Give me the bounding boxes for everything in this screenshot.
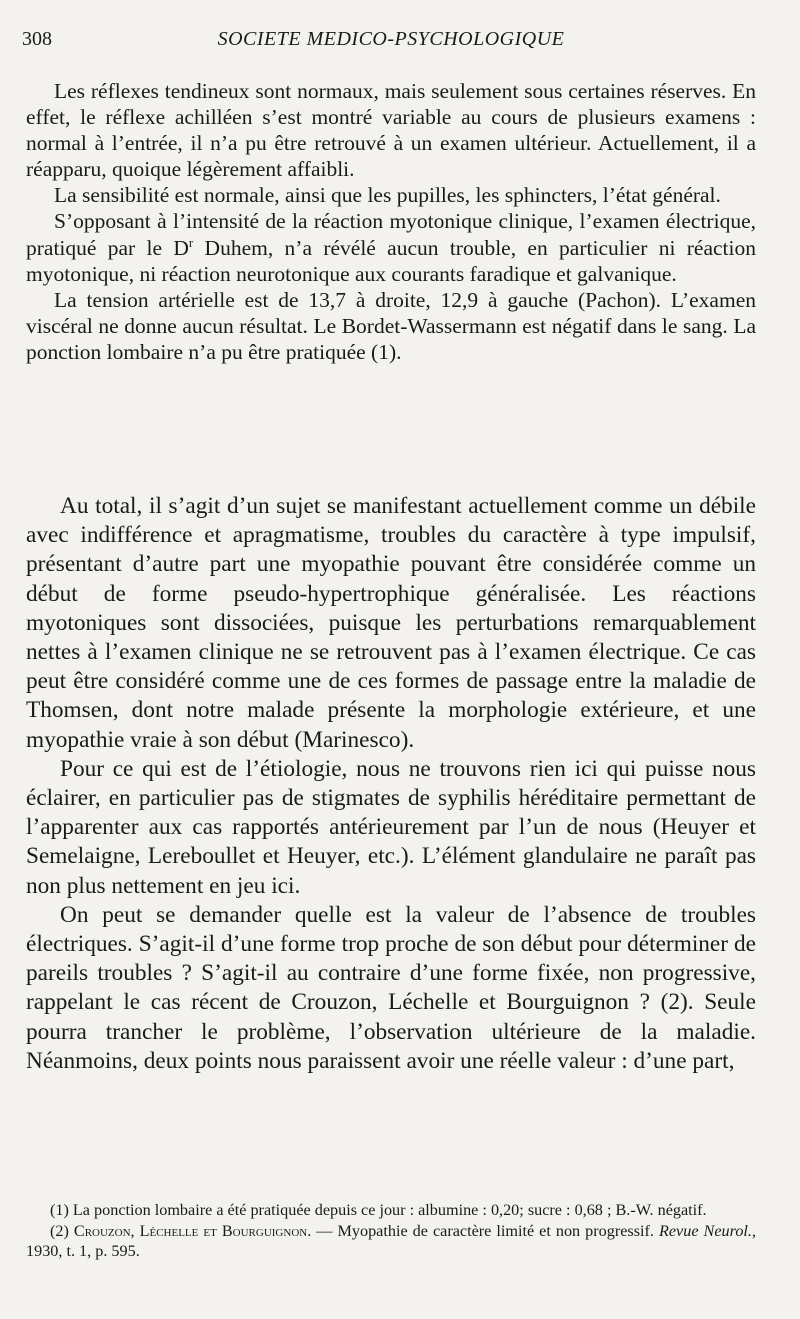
footnote-1: (1) La ponction lombaire a été pratiquée depuis ce jour : albumine : 0,20; sucre : 0,68 ; B.-W. négatif. [50, 1201, 707, 1219]
electrical-exam-text-start: S’opposant à l’intensité de la réaction myotonique clinique, l’examen électrique, pratiqué par le D [26, 209, 756, 260]
running-head: SOCIETE MEDICO-PSYCHOLOGIQUE [217, 28, 565, 50]
discussion-section [26, 492, 756, 1076]
paragraph-etiology: Pour ce qui est de l’étiologie, nous ne trouvons rien ici qui puisse nous éclairer, en particulier pas de stigmates de syphilis héréditaire permettant de l’apparenter aux cas rapportés antérieurement par l’un de nous (Heuyer et Semelaigne, Lereboullet et Heuyer, etc.). L’élément glandulaire ne paraît pas non plus nettement en jeu ici. [26, 755, 756, 899]
paragraph-sensibility: La sensibilité est normale, ainsi que les pupilles, les sphincters, l’état général. [54, 183, 721, 208]
paragraph-electrical-troubles: On peut se demander quelle est la valeur de l’absence de troubles électriques. S’agit-il d’une forme trop proche de son début pour déterminer de pareils troubles ? S’agit-il au contraire d’une forme fixée, non progressive, rappelant le cas récent de Crouzon, Léchelle et Bourguignon ? (2). Seule pourra trancher le problème, l’observation ultérieure de la maladie. Néanmoins, deux points nous paraissent avoir une réelle valeur : d’une part, [26, 901, 756, 1074]
footnote-2 [26, 1221, 756, 1262]
paragraph-blood-pressure: La tension artérielle est de 13,7 à droite, 12,9 à gauche (Pachon). L’examen viscéral ne donne aucun résultat. Le Bordet-Wassermann est négatif dans le sang. La ponction lombaire n’a pu être pratiquée (1). [26, 287, 756, 364]
page-number: 308 [22, 28, 52, 50]
paragraph-electrical-exam [26, 208, 756, 286]
doctor-abbrev-superscript: r [188, 235, 194, 250]
footnote-2-marker: (2) [50, 1221, 74, 1240]
footnotes [26, 1200, 756, 1262]
paragraph-summary: Au total, il s’agit d’un sujet se manifestant actuellement comme un débile avec indifférence et apragmatisme, troubles du caractère à type impulsif, présentant d’autre part une myopathie pouvant être considérée comme un début de forme pseudo-hypertrophique généralisée. Les réactions myotoniques sont dissociées, puisque les perturbations remarquablement nettes à l’examen clinique ne se retrouvent pas à l’examen électrique. Ce cas peut être considéré comme une de ces formes de passage entre la maladie de Thomsen, dont notre malade présente la morphologie extérieure, et une myopathie vraie à son début (Marinesco). [26, 493, 756, 753]
footnote-2-title: — Myopathie de caractère limité et non progressif. [311, 1221, 659, 1240]
page-header [22, 28, 760, 54]
electrical-exam-text-end: Duhem, n’a révélé aucun trouble, en particulier ni réaction myotonique, ni réaction neurotonique aux courants faradique et galvanique. [26, 235, 756, 286]
footnote-2-authors: Crouzon, Léchelle et Bourguignon. [73, 1221, 312, 1240]
paragraph-reflexes: Les réflexes tendineux sont normaux, mais seulement sous certaines réserves. En effet, le réflexe achilléen s’est montré variable au cours de plusieurs examens : normal à l’entrée, il n’a pu être retrouvé à un examen ultérieur. Actuellement, il a réapparu, quoique légèrement affaibli. [26, 79, 756, 182]
footnote-2-journal: Revue Neurol. [658, 1221, 752, 1240]
clinical-findings-section [26, 78, 756, 365]
footnote-2-reference: , 1930, t. 1, p. 595. [26, 1221, 757, 1260]
